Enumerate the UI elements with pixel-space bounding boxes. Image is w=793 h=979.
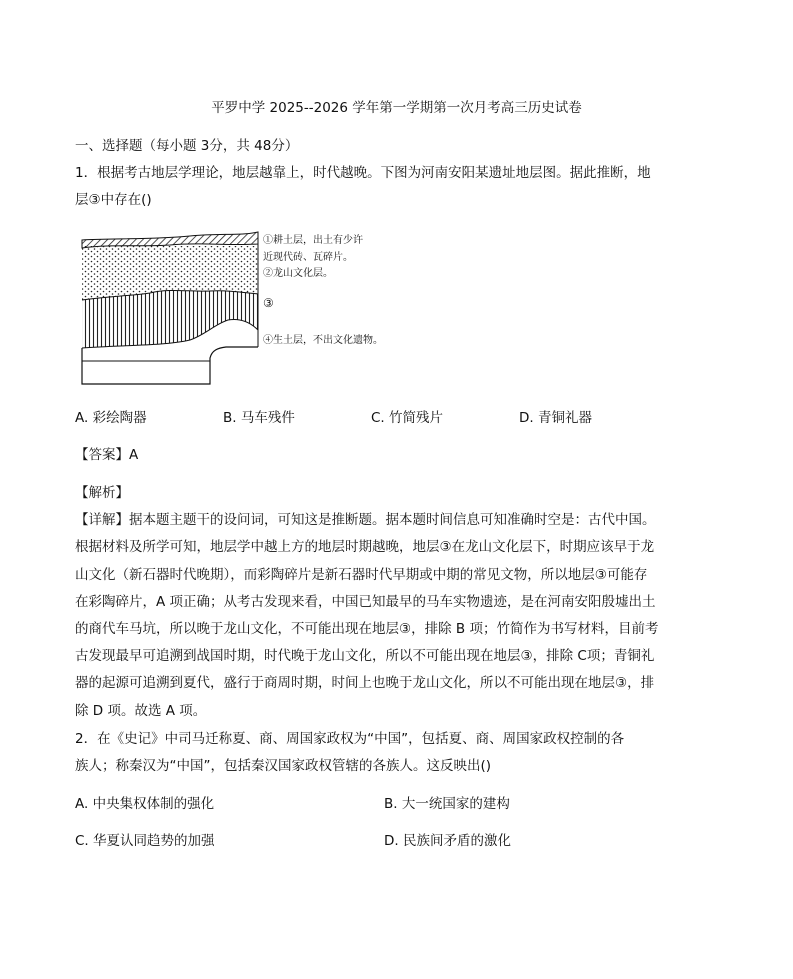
q1-option-c: C. 竹简残片 <box>371 410 444 426</box>
q1-stem-line2: 层③中存在() <box>75 192 152 208</box>
answer: 【答案】A <box>75 447 139 463</box>
q2-option-c: C. 华夏认同趋势的加强 <box>75 833 215 849</box>
analysis-line: 除 D 项。故选 A 项。 <box>75 703 207 719</box>
figure-label-layer1-a: ①耕土层，出土有少许 <box>263 235 363 246</box>
section-heading: 一、选择题（每小题 3分，共 48分） <box>75 138 299 154</box>
q1-option-b: B. 马车残件 <box>223 410 295 426</box>
analysis-heading: 【解析】 <box>75 485 129 501</box>
analysis-line: 在彩陶碎片，A 项正确；从考古发现来看，中国已知最早的马车实物遗迹，是在河南安阳殷墟出土 <box>75 594 656 610</box>
q2-stem-line2: 族人；称秦汉为“中国”，包括秦汉国家政权管辖的各族人。这反映出() <box>75 758 492 774</box>
q2-option-a: A. 中央集权体制的强化 <box>75 796 215 812</box>
analysis-line: 器的起源可追溯到夏代，盛行于商周时期，时间上也晚于龙山文化，所以不可能出现在地层③，排 <box>75 675 655 691</box>
analysis-line: 的商代车马坑，所以晚于龙山文化，不可能出现在地层③，排除 B 项；竹简作为书写材料，目前考 <box>75 621 659 637</box>
figure-label-layer4: ④生土层，不出文化遗物。 <box>263 335 383 346</box>
analysis-line: 山文化（新石器时代晚期），而彩陶碎片是新石器时代早期或中期的常见文物，所以地层③可能存 <box>75 567 648 583</box>
analysis-line: 【详解】据本题主题干的设问词，可知这是推断题。据本题时间信息可知准确时空是：古代中国。 <box>75 512 656 528</box>
figure-label-layer2: ②龙山文化层。 <box>263 268 333 279</box>
q2-option-b: B. 大一统国家的建构 <box>384 796 510 812</box>
analysis-line: 根据材料及所学可知，地层学中越上方的地层时期越晚，地层③在龙山文化层下，时期应该早于龙 <box>75 539 655 555</box>
figure-label-layer1-b: 近现代砖、瓦碎片。 <box>263 252 353 263</box>
q1-option-d: D. 青铜礼器 <box>519 410 592 426</box>
layer4-outline <box>82 347 258 384</box>
q2-option-d: D. 民族间矛盾的激化 <box>384 833 511 849</box>
layer1-region <box>82 232 258 248</box>
q1-option-a: A. 彩绘陶器 <box>75 410 147 426</box>
q2-stem-line1: 2．在《史记》中司马迁称夏、商、周国家政权为“中国”，包括夏、商、周国家政权控制的各 <box>75 731 625 747</box>
exam-title: 平罗中学 2025--2026 学年第一学期第一次月考高三历史试卷 <box>211 100 582 116</box>
q1-stem-line1: 1．根据考古地层学理论，地层越靠上，时代越晚。下图为河南安阳某遗址地层图。据此推断，地 <box>75 165 651 181</box>
analysis-line: 古发现最早可追溯到战国时期，时代晚于龙山文化，所以不可能出现在地层③，排除 C项；青铜礼 <box>75 648 655 664</box>
figure-label-layer3: ③ <box>263 296 274 310</box>
